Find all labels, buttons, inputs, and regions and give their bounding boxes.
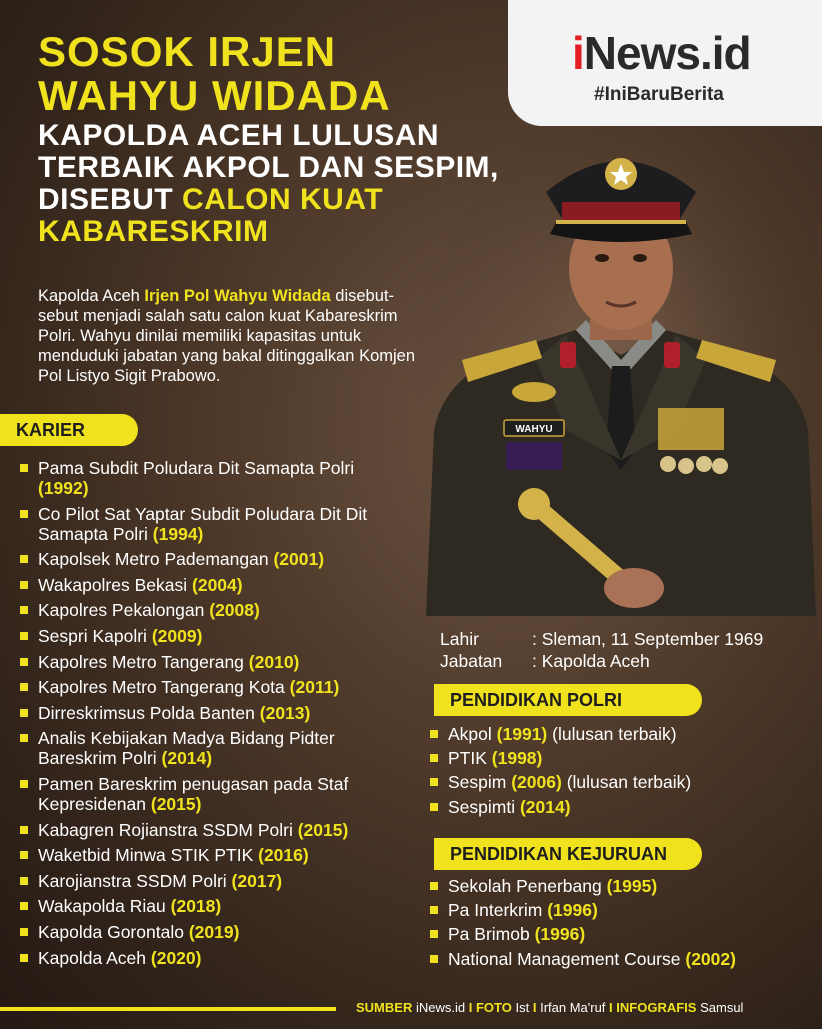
list-item bbox=[448, 772, 778, 792]
bullet-icon bbox=[20, 464, 28, 472]
karier-text: Pama Subdit Poludara Dit Samapta Polri bbox=[38, 458, 355, 478]
list-item bbox=[448, 949, 798, 969]
list-item bbox=[448, 797, 778, 817]
pendidikan-polri-heading: PENDIDIKAN POLRI bbox=[434, 684, 702, 716]
bullet-icon bbox=[20, 851, 28, 859]
karier-year: (2020) bbox=[150, 947, 202, 968]
edu-note: (lulusan terbaik) bbox=[566, 772, 692, 793]
brand-logo bbox=[572, 26, 751, 80]
list-item bbox=[448, 876, 798, 896]
edu-text: Sespim bbox=[448, 772, 507, 793]
bullet-icon bbox=[430, 906, 438, 914]
list-item bbox=[38, 652, 398, 672]
logo-i: i bbox=[572, 27, 584, 79]
karier-year: (2001) bbox=[273, 549, 325, 570]
list-item bbox=[38, 677, 398, 697]
headline-line-2: WAHYU WIDADA bbox=[38, 72, 391, 119]
bio-row-jabatan bbox=[440, 650, 763, 672]
pendidikan-kejuruan-heading: PENDIDIKAN KEJURUAN bbox=[434, 838, 702, 870]
bullet-icon bbox=[20, 510, 28, 518]
edu-year: (1996) bbox=[534, 924, 586, 945]
bullet-icon bbox=[20, 734, 28, 742]
karier-text: Analis Kebijakan Madya Bidang Pidter Bareskrim Polri bbox=[38, 728, 335, 769]
bullet-icon bbox=[20, 683, 28, 691]
list-item bbox=[38, 820, 398, 840]
footer-separator: I bbox=[532, 1000, 537, 1015]
edu-text: Akpol bbox=[448, 724, 492, 744]
list-item bbox=[38, 774, 398, 814]
bullet-icon bbox=[430, 882, 438, 890]
list-item bbox=[38, 703, 398, 723]
karier-text: Wakapolres Bekasi bbox=[38, 574, 188, 595]
list-item bbox=[38, 845, 398, 865]
footer-sumber-value: iNews.id bbox=[415, 1000, 466, 1015]
edu-text: Pa Brimob bbox=[448, 924, 530, 945]
karier-year: (2015) bbox=[150, 793, 202, 814]
subheadline-text: KAPOLDA ACEH LULUSAN TERBAIK AKPOL DAN SESPIM, DISEBUT bbox=[38, 119, 499, 216]
bullet-icon bbox=[20, 658, 28, 666]
karier-year: (2008) bbox=[209, 600, 260, 621]
list-item bbox=[38, 549, 398, 569]
edu-text: National Management Course bbox=[448, 948, 681, 969]
bullet-icon bbox=[20, 581, 28, 589]
edu-year: (2002) bbox=[685, 948, 736, 969]
bullet-icon bbox=[20, 709, 28, 717]
karier-text: Kapolres Metro Tangerang Kota bbox=[38, 677, 285, 698]
list-item bbox=[38, 896, 398, 916]
footer-separator: I bbox=[468, 1000, 473, 1015]
karier-year: (1994) bbox=[152, 523, 204, 544]
edu-text: Sekolah Penerbang bbox=[448, 876, 602, 896]
brand-logo-box bbox=[508, 0, 822, 126]
karier-text: Kapolsek Metro Pademangan bbox=[38, 549, 269, 570]
footer-credits bbox=[356, 1000, 743, 1015]
footer-sumber-label: SUMBER bbox=[356, 1000, 413, 1015]
brand-tagline: #IniBaruBerita bbox=[594, 84, 724, 105]
edu-year: (2006) bbox=[511, 772, 562, 793]
bio-lahir-value: : Sleman, 11 September 1969 bbox=[532, 629, 764, 649]
portrait-illustration bbox=[416, 130, 822, 616]
edu-year: (1991) bbox=[496, 724, 548, 744]
bullet-icon bbox=[430, 754, 438, 762]
bullet-icon bbox=[430, 930, 438, 938]
subheadline-highlight: CALON KUAT KABARESKRIM bbox=[38, 183, 384, 248]
footer-divider bbox=[0, 1007, 336, 1011]
bullet-icon bbox=[430, 778, 438, 786]
karier-year: (2017) bbox=[231, 870, 283, 891]
edu-year: (1995) bbox=[606, 876, 658, 896]
headline-line-1: SOSOK IRJEN bbox=[38, 28, 337, 75]
list-item bbox=[38, 575, 398, 595]
bio-jabatan-label: Jabatan bbox=[440, 651, 503, 671]
intro-body: disebut-sebut menjadi salah satu calon kuat Kabareskrim Polri. Wahyu dinilai memiliki kapasitas untuk menduduki jabatan yang bakal ditinggalkan Komjen Pol Listyo Sigit Prabowo. bbox=[38, 287, 416, 385]
karier-text: Sespri Kapolri bbox=[38, 625, 147, 646]
karier-year: (2019) bbox=[188, 921, 240, 942]
karier-text: Kapolres Metro Tangerang bbox=[38, 651, 244, 672]
bio-row-lahir bbox=[440, 628, 763, 650]
edu-year: (1996) bbox=[547, 900, 598, 921]
karier-heading: KARIER bbox=[0, 414, 138, 446]
karier-text: Kapolda Gorontalo bbox=[38, 921, 184, 942]
list-item bbox=[38, 922, 398, 942]
karier-text: Kabagren Rojianstra SSDM Polri bbox=[38, 819, 293, 840]
uniform-name-tag: WAHYU bbox=[515, 424, 553, 435]
bullet-icon bbox=[20, 954, 28, 962]
bullet-icon bbox=[20, 780, 28, 788]
list-item bbox=[38, 504, 398, 544]
list-item bbox=[38, 871, 398, 891]
edu-note: (lulusan terbaik) bbox=[552, 724, 677, 744]
footer-infografis-label: INFOGRAFIS bbox=[616, 1000, 697, 1015]
footer-separator: I bbox=[609, 1000, 613, 1015]
pendidikan-polri-list bbox=[448, 724, 778, 821]
bullet-icon bbox=[430, 730, 438, 738]
bullet-icon bbox=[20, 555, 28, 563]
list-item bbox=[38, 626, 398, 646]
karier-year: (2009) bbox=[151, 625, 203, 646]
karier-text: Waketbid Minwa STIK PTIK bbox=[38, 845, 254, 866]
bullet-icon bbox=[430, 803, 438, 811]
karier-year: (2010) bbox=[248, 651, 300, 672]
karier-text: Co Pilot Sat Yaptar Subdit Poludara Dit Dit Samapta Polri bbox=[38, 503, 368, 544]
karier-text: Dirreskrimsus Polda Banten bbox=[38, 702, 255, 723]
footer-infografis-value: Samsul bbox=[700, 1000, 744, 1015]
bio-jabatan-value: : Kapolda Aceh bbox=[532, 651, 650, 671]
karier-year: (2013) bbox=[259, 702, 311, 723]
karier-year: (2018) bbox=[170, 896, 222, 917]
karier-text: Kapolres Pekalongan bbox=[38, 600, 205, 621]
karier-text: Kapolda Aceh bbox=[38, 947, 147, 968]
list-item bbox=[38, 600, 398, 620]
intro-paragraph bbox=[38, 286, 428, 386]
karier-text: Karojianstra SSDM Polri bbox=[38, 870, 227, 891]
intro-name: Irjen Pol Wahyu Widada bbox=[144, 287, 331, 305]
bio-block bbox=[440, 628, 763, 672]
edu-text: Sespimti bbox=[448, 796, 516, 817]
karier-year: (2014) bbox=[161, 748, 213, 769]
bullet-icon bbox=[20, 632, 28, 640]
list-item bbox=[448, 748, 778, 768]
list-item bbox=[38, 728, 398, 768]
karier-year: (2015) bbox=[297, 819, 349, 840]
karier-year: (2011) bbox=[289, 677, 340, 698]
bullet-icon bbox=[20, 902, 28, 910]
footer-author: Irfan Ma'ruf bbox=[540, 1000, 606, 1015]
bullet-icon bbox=[20, 826, 28, 834]
bullet-icon bbox=[20, 877, 28, 885]
karier-year: (2016) bbox=[258, 845, 309, 866]
list-item bbox=[448, 900, 798, 920]
pendidikan-kejuruan-list bbox=[448, 876, 798, 973]
bullet-icon bbox=[430, 955, 438, 963]
list-item bbox=[38, 458, 398, 498]
bio-lahir-label: Lahir bbox=[440, 629, 479, 649]
edu-year: (1998) bbox=[491, 748, 543, 769]
list-item bbox=[38, 948, 398, 968]
karier-year: (1992) bbox=[38, 478, 89, 498]
headline bbox=[38, 30, 391, 118]
edu-text: PTIK bbox=[448, 748, 487, 769]
karier-year: (2004) bbox=[192, 574, 243, 595]
intro-prefix: Kapolda Aceh bbox=[38, 287, 145, 305]
bullet-icon bbox=[20, 928, 28, 936]
karier-text: Pamen Bareskrim penugasan pada Staf Kepresidenan bbox=[38, 773, 349, 814]
bullet-icon bbox=[20, 606, 28, 614]
list-item bbox=[448, 724, 778, 744]
footer-foto-value: Ist bbox=[515, 1000, 530, 1015]
list-item bbox=[448, 924, 798, 944]
edu-year: (2014) bbox=[519, 796, 571, 817]
karier-text: Wakapolda Riau bbox=[38, 896, 166, 917]
logo-rest: News.id bbox=[583, 27, 751, 79]
edu-text: Pa Interkrim bbox=[448, 900, 543, 921]
karier-list bbox=[38, 458, 398, 973]
footer-foto-label: FOTO bbox=[475, 1000, 512, 1015]
